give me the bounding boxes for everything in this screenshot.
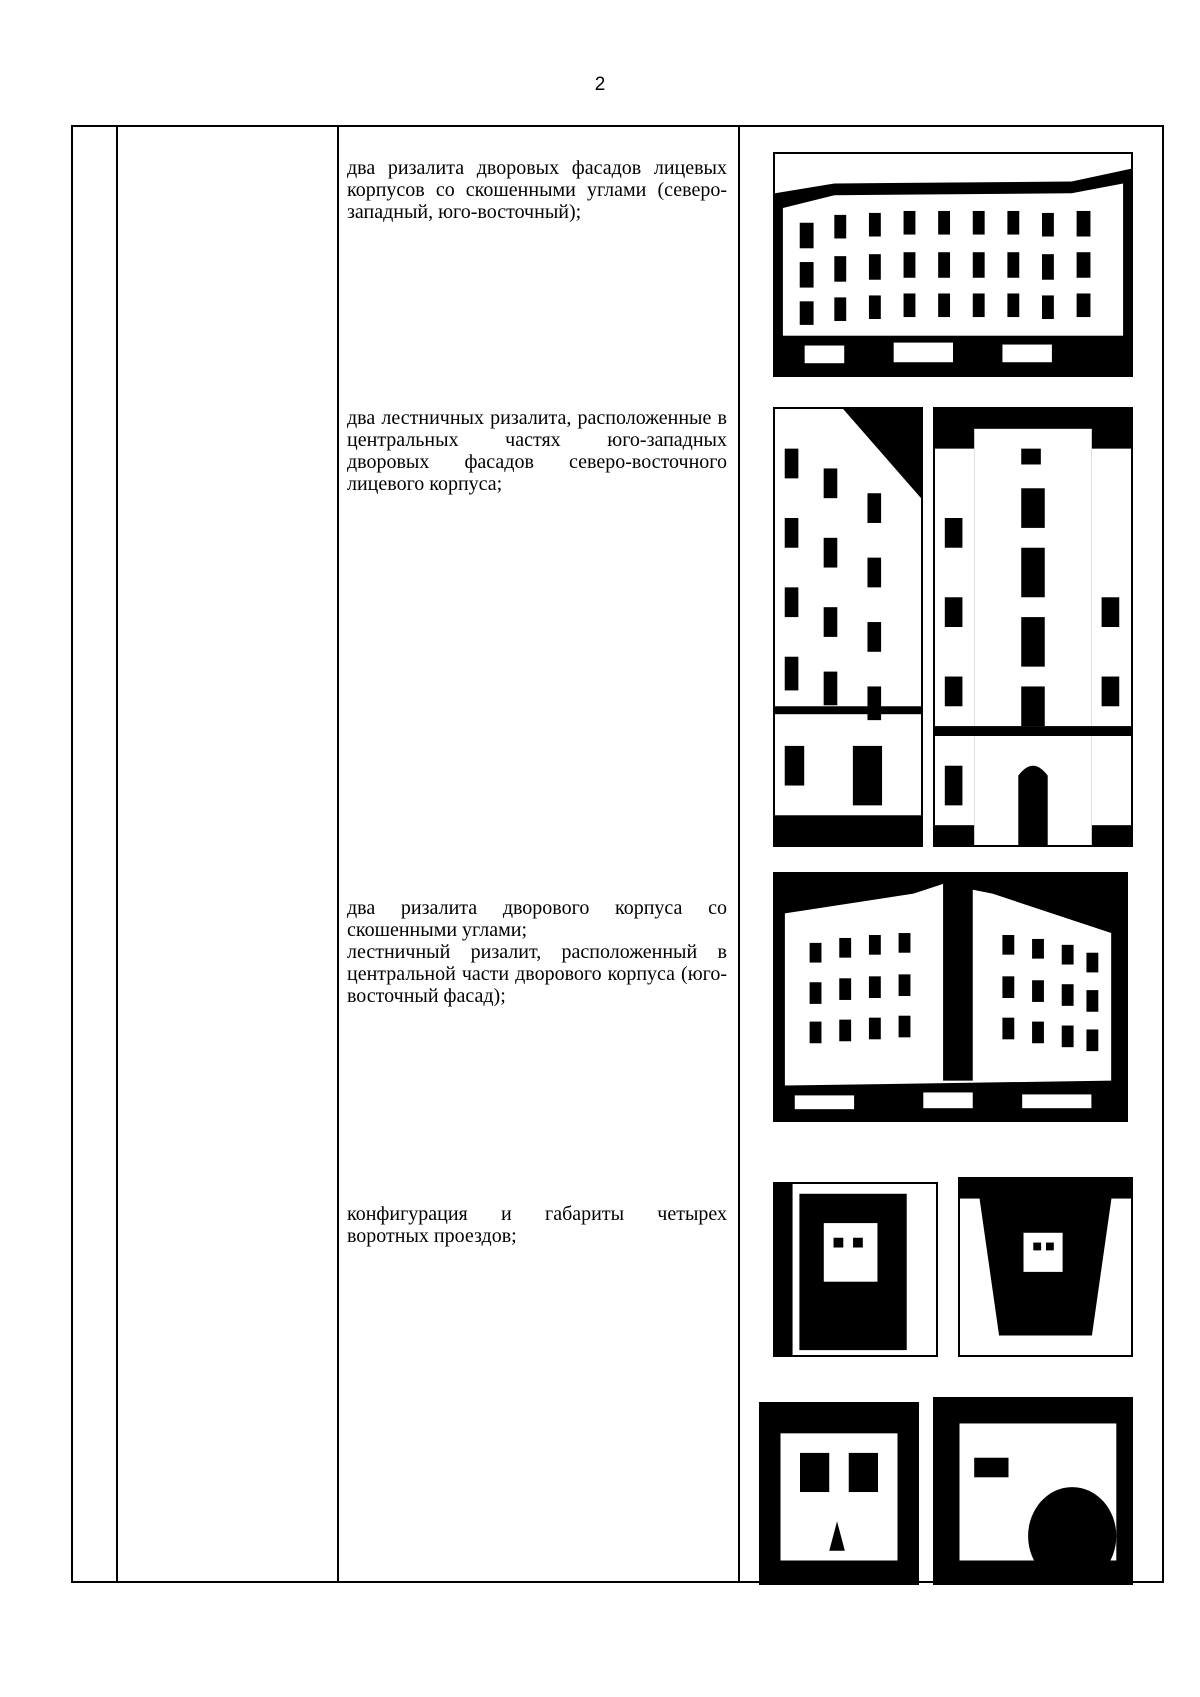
- gate-passage-photo-2: [958, 1177, 1133, 1357]
- column-divider: [738, 127, 740, 1581]
- gate-passage-photo-4: [933, 1397, 1133, 1585]
- feature-item: конфигурация и габариты четырех воротных проездов;: [347, 1203, 727, 1247]
- staircase-projection-left-photo: [773, 407, 923, 847]
- feature-item: два ризалита дворовых фасадов лицевых корпусов со скошенными углами (северо-западный, юго-восточный);: [347, 157, 727, 223]
- description-column: [337, 127, 737, 1581]
- column-divider: [116, 127, 118, 1581]
- page-number: 2: [594, 74, 606, 95]
- feature-item: два ризалита дворового корпуса со скошенными углами;: [347, 897, 727, 941]
- courtyard-building-photo: [773, 872, 1128, 1122]
- feature-item: два лестничных ризалита, расположенные в центральных частях юго-западных дворовых фасадов северо-восточного лицевого корпуса;: [347, 407, 727, 495]
- gate-passage-photo-3: [759, 1402, 919, 1585]
- protected-features-table: [71, 125, 1164, 1583]
- courtyard-facade-photo: [773, 152, 1133, 377]
- feature-item: лестничный ризалит, расположенный в центральной части дворового корпуса (юго-восточный фасад);: [347, 941, 727, 1007]
- gate-passage-photo-1: [773, 1182, 938, 1357]
- staircase-projection-right-photo: [933, 407, 1133, 847]
